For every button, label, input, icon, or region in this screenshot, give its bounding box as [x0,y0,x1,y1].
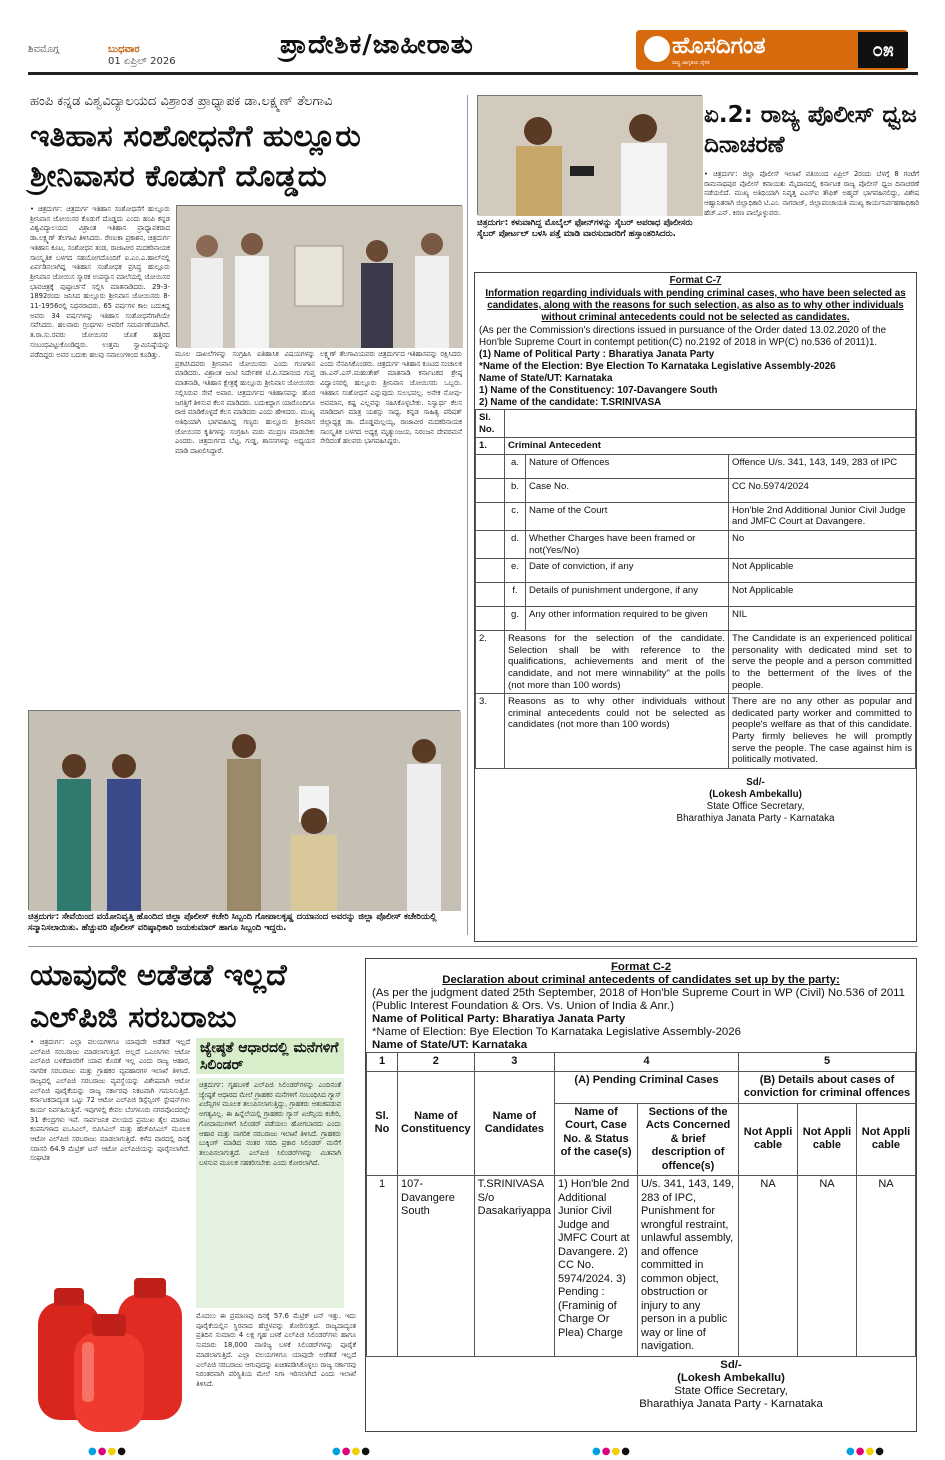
format-c2-notice [365,958,917,1432]
photo-placeholder-icon [177,206,463,348]
c7-sig-line1: Sd/- [746,776,765,788]
c7-row3-label: Reasons as to why other individuals without criminal antecedents could not be selected as candidates (not more than 100 words) [505,694,729,769]
c2-colnum: 2 [398,1053,475,1072]
c2-subtitle: Declaration about criminal antecedents of candidates set up by the party: [442,974,840,986]
c2-sig-line1: Sd/- [720,1358,742,1371]
photo-placeholder-icon [29,711,461,911]
c2-colnum: 5 [739,1053,916,1072]
c7-item-label: Any other information required to be given [526,607,729,631]
c7-item-key: d. [505,530,526,558]
c2-cell-sections: U/s. 341, 143, 149, 283 of IPC, Punishment for wrongful restraint, unlawful assembly, and offence committed in common object, obstruction or injury to any person in a public way or line of navigation. [638,1176,739,1357]
c2-signature [546,1359,916,1411]
brand-name: ಹೊಸದಿಗಂತ [672,33,766,59]
c7-item-label: Date of conviction, if any [526,559,729,583]
c7-item-key: c. [505,502,526,530]
c7-item-value: Offence U/s. 341, 143, 149, 283 of IPC [729,454,916,478]
c2-header-constituency: Name of Constituency [398,1071,475,1176]
table-row [367,1176,916,1357]
registration-dots-icon: ●●●● [592,1446,631,1457]
gas-cylinder-illustration [30,1272,190,1432]
c2-election: *Name of Election: Bye Election To Karnataka Legislative Assembly-2026 [372,1026,741,1038]
c2-header-court: Name of Court, Case No. & Status of the case(s) [555,1103,638,1176]
c2-header-sections: Sections of the Acts Concerned & brief description of offence(s) [638,1103,739,1176]
header-rule [28,72,918,75]
c7-item-blank [476,559,505,583]
c2-colnum: 1 [367,1053,398,1072]
c2-header-na2: Not Appli cable [798,1103,857,1176]
article-photo [176,205,462,347]
c7-item-label: Case No. [526,478,729,502]
article-kicker: ಹಂಪಿ ಕನ್ನಡ ವಿಶ್ವವಿದ್ಯಾಲಯದ ವಿಶ್ರಾಂತ ಪ್ರಾಧ್ಯಾಪಕ ಡಾ.ಲಕ್ಷ್ಮಣ್ ತೆಲಗಾವಿ [30,94,333,109]
edition-date [108,44,176,68]
c2-table [366,1052,916,1357]
c7-item-key: g. [505,607,526,631]
c7-sig-line4: Bharathiya Janata Party - Karnataka [676,812,835,824]
article-column-2: ಮೂಲ ದಾಖಲೆಗಳನ್ನು ಸಂಗ್ರಹಿಸಿ ಐತಿಹಾಸಿಕ ವಿಷಯಗಳನ್ನು ಪ್ರಕಟಿಸಿದವರು ಶ್ರೀನಿವಾಸ ಜೋಯಿಸರು ಎಂದು ಗುಣಗಾನ ಮಾಡಿದರು. ವಿಶ್ರಾಂತ ಜಂಟಿ ನಿರ್ದೇಶಕ ಟಿ.ಪಿ.ಸದಾನಂದ ಗುಪ್ತ ಮಾತನಾಡಿ, ಇತಿಹಾಸ ಕ್ಷೇತ್ರಕ್ಕೆ ಹುಲ್ಲೂರು ಶ್ರೀನಿವಾಸ ಜೋಯಿಸರು ಸಲ್ಲಿಸಿರುವ ಸೇವೆ ಅಪಾರ. ಚಿತ್ರದುರ್ಗದ ಇತಿಹಾಸವನ್ನು ಹೊರ ಜಗತ್ತಿಗೆ ತಿಳಿಸುವ ಕೆಲಸ ಮಾಡಿದರು. ಬದುಕಿದ್ದಾಗ ಯಾರೊಂದಿಗೂ ರಾಜಿ ಮಾಡಿಕೊಳ್ಳದೆ ಕೆಲಸ ಮಾಡಿದರು ಎಂದು ಹೇಳಿದರು. ಮುಖ್ಯ ಅತಿಥಿಯಾಗಿ ಭಾಗವಹಿಸಿದ್ದ ಗಣ್ಯರು ಹುಲ್ಲೂರು ಶ್ರೀನಿವಾಸ ಜೋಯಿಸರ ಕೃತಿಗಳನ್ನು ಸಂಗ್ರಹಿಸಿ ಮರು ಮುದ್ರಣ ಮಾಡಬೇಕು ಎಂದರು. ಚಿತ್ರದುರ್ಗದ ಬೆಟ್ಟ, ಗುಡ್ಡ, ಶಾಸನಗಳನ್ನು ಅಧ್ಯಯನ ಮಾಡಿ ದಾಖಲಿಸಿದ್ದಾರೆ. [175,350,315,456]
c2-sig-line2: (Lokesh Ambekallu) [677,1371,785,1384]
c7-election: *Name of the Election: Bye Election To Karnataka Legislative Assembly-2026 [479,361,836,372]
c2-cell-court: 1) Hon'ble 2nd Additional Junior Civil Judge and JMFC Court at Davangere. 2) CC No. 5974/2024. 3) Pending : (Framinig of Charge Or Plea) Charge [555,1176,638,1357]
article-column-3: ಲಕ್ಷ್ಮಣ್ ತೆಲಗಾವಿಯವರು ಚಿತ್ರದುರ್ಗದ ಇತಿಹಾಸವನ್ನು ರಕ್ಷಿಸಿದರು ಎಂದು ನೆನಪಿಸಿಕೊಂಡರು. ಚಿತ್ರದುರ್ಗ ಇತಿಹಾಸ ಕೂಟದ ಸಂಚಾಲಕ ಡಾ.ಎನ್.ಎಸ್.ಮಹಂತೇಶ್ ಮಾತನಾಡಿ ಕರ್ನಾಟಕದ ಶ್ರೇಷ್ಠ ವಿದ್ವಾಂಸರಲ್ಲಿ ಹುಲ್ಲೂರು ಶ್ರೀನಿವಾಸ ಜೋಯಿಸರು ಒಬ್ಬರು. ಇತಿಹಾಸ ಸಂಶೋಧನೆ ಎನ್ನುವುದು ಸುಲಭವಲ್ಲ. ಅನೇಕ ನೋವು-ಅವಮಾನ, ಕಷ್ಟ ಎಲ್ಲವನ್ನು ಸಹಿಸಿಕೊಳ್ಳಬೇಕು. ನಿಸ್ವಾರ್ಥ ಕೆಲಸ ಮಾಡಿದಾಗ ಮಾತ್ರ ಯಶಸ್ಸು ಸಾಧ್ಯ. ಕನ್ನಡ ಸಾಹಿತ್ಯ ಪರಿಷತ್ ಜಿಲ್ಲಾಧ್ಯಕ್ಷ ಡಾ. ದೊಡ್ಡಮಲ್ಲಯ್ಯ, ರಾಜಾವೀರ ಮದಕರಿನಾಯಕ ಸಾಂಸ್ಕೃತಿಕ ಬಳಗದ ಅಧ್ಯಕ್ಷ ಮೃತ್ಯುಂಜಯ, ನಿರಂಜನ ದೇವರಮನೆ ಸೇರಿದಂತೆ ಹಲವರು ಭಾಗವಹಿಸಿದ್ದರು. [320,350,462,446]
edition-city: ಶಿವಮೊಗ್ಗ [28,44,60,55]
registration-dots-icon: ●●●● [332,1446,371,1457]
table-row [367,1053,916,1072]
c7-item-key: b. [505,478,526,502]
c7-item-value: NIL [729,607,916,631]
c7-party: (1) Name of Political Party : Bharatiya Janata Party [479,349,715,360]
c7-title: Format C-7 [669,275,722,286]
c2-group-a: (A) Pending Criminal Cases [555,1071,739,1103]
format-c7-notice [474,272,917,942]
c7-item-blank [476,583,505,607]
table-row [476,502,916,530]
c7-sl-header: Sl. No. [476,410,505,438]
column-divider [467,95,468,935]
c7-item-key: f. [505,583,526,607]
edition-date-text: 01 ಏಪ್ರಿಲ್ 2026 [108,56,176,67]
c7-state: Name of State/UT: Karnataka [479,373,613,384]
c2-sig-line4: Bharathiya Janata Party - Karnataka [639,1397,823,1410]
c7-table [475,409,916,769]
c2-intro: (As per the judgment dated 25th September, 2018 of Hon'ble Supreme Court in WP (Civil) No.536 of 2011 (Public Interest Foundation & Ors. Vs. Union of India & Anr.) [372,987,905,1012]
c2-sig-line3: State Office Secretary, [674,1384,788,1397]
c7-item-blank [476,607,505,631]
c7-item-label: Whether Charges have been framed or not(Yes/No) [526,530,729,558]
lpg-body-continued: ಮೊದಲು ಈ ಪ್ರಮಾಣವು ದಿನಕ್ಕೆ 57.6 ಮೆಟ್ರಿಕ್ ಟನ್ ಇತ್ತು. ಇದು ಪೂರೈಕೆಯಲ್ಲಿನ ಸ್ಥಿರವಾದ ಹೆಚ್ಚಳವನ್ನು ತೋರಿಸುತ್ತದೆ. ರಾಜ್ಯದಾದ್ಯಂತ ಪ್ರತಿದಿನ ಸುಮಾರು 4 ಲಕ್ಷ ಗೃಹ ಬಳಕೆ ಎಲ್‌ಪಿಜಿ ಸಿಲಿಂಡರ್‌ಗಳು ಹಾಗೂ ಸುಮಾರು 18,000 ವಾಣಿಜ್ಯ ಬಳಕೆ ಸಿಲಿಂಡರ್‌ಗಳನ್ನು ಪೂರೈಕೆ ಮಾಡಲಾಗುತ್ತಿದೆ. ಎಲ್ಲಾ ವಲಯಗಳಿಗೂ ಯಾವುದೇ ಅಡೆತಡೆ ಇಲ್ಲದೆ ಎಲ್‌ಪಿಜಿ ಸರಬರಾಜು ಆಗುವುದನ್ನು ಖಚಿತಪಡಿಸಿಕೊಳ್ಳಲು ರಾಜ್ಯ ಸರ್ಕಾರವು ನಿರಂತರವಾಗಿ ಪರಿಸ್ಥಿತಿಯ ಮೇಲೆ ನಿಗಾ ಇರಿಸಲಾಗಿದೆ ಎಂದು ಇಲಾಖೆ ತಿಳಿಸಿದೆ. [196,1312,356,1388]
c7-item-label: Name of the Court [526,502,729,530]
c7-item-blank [476,530,505,558]
c2-group-b: (B) Details about cases of conviction for criminal offences [739,1071,916,1103]
c7-item-value: Not Applicable [729,559,916,583]
c7-candidate: 2) Name of the candidate: T.SRINIVASA [479,397,662,408]
registration-dots-icon: ●●●● [88,1446,127,1457]
lpg-sidebox-body: ಚಿತ್ರದುರ್ಗ: ಗೃಹಬಳಕೆ ಎಲ್‌ಪಿಜಿ ಸಿಲಿಂಡರ್‌ಗಳನ್ನು ಎಂದಿನಂತೆ ಜ್ಯೇಷ್ಠತೆ ಆಧಾರದ ಮೇಲೆ ಗ್ರಾಹಕರ ಮನೆಗಳಿಗೆ ಸಂಬಂಧಿಸಿದ ಗ್ಯಾಸ್ ಏಜೆನ್ಸಿಗಳ ಮೂಲಕ ತಲುಪಿಸಲಾಗುತ್ತಿದ್ದು, ಗ್ರಾಹಕರು ಆತಂಕಪಡುವ ಅಗತ್ಯವಿಲ್ಲ. ಈ ಹಿನ್ನೆಲೆಯಲ್ಲಿ ಗ್ರಾಹಕರು ಗ್ಯಾಸ್ ಏಜೆನ್ಸಿಯ ಕಚೇರಿ, ಗೋದಾಮುಗಳಿಗೆ ಸಿಲಿಂಡರ್ ಪಡೆಯಲು ಹೋಗಬಾರದು ಎಂದು ಆಹಾರ ಮತ್ತು ನಾಗರಿಕ ಸರಬರಾಜು ಇಲಾಖೆ ತಿಳಿಸಿದೆ. ಗ್ರಾಹಕರು ಬುಕ್ಕಿಂಗ್ ಮಾಡಿದ ನಂತರ ಸರದಿ ಪ್ರಕಾರ ಸಿಲಿಂಡರ್ ಮನೆಗೆ ತಲುಪಿಸಲಾಗುತ್ತದೆ. ಎಲ್‌ಪಿಜಿ ಸಿಲಿಂಡರ್‌ಗಳನ್ನು ಮಿತವಾಗಿ ಬಳಸುವ ಮೂಲಕ ಸಹಕರಿಸಬೇಕು ಎಂದು ಕೋರಲಾಗಿದೆ. [196,1078,344,1308]
photo-caption-retirement: ಚಿತ್ರದುರ್ಗ: ಸೇವೆಯಿಂದ ವಯೋನಿವೃತ್ತಿ ಹೊಂದಿದ ಜಿಲ್ಲಾ ಪೊಲೀಸ್ ಕಚೇರಿ ಸಿಬ್ಬಂದಿ ಗೋಪಾಲಕೃಷ್ಣ ದಯಾನಂದ ಅವರನ್ನು ಜಿಲ್ಲಾ ಪೊಲೀಸ್ ಕಚೇರಿಯಲ್ಲಿ ಸನ್ಮಾನಿಸಲಾಯಿತು. ಹೆಚ್ಚುವರಿ ಪೊಲೀಸ್ ವರಿಷ್ಠಾಧಿಕಾರಿ ಜಯಕುಮಾರ್ ಹಾಗೂ ಸಿಬ್ಬಂದಿ ಇದ್ದರು. [28,912,437,933]
lpg-body: • ಚಿತ್ರದುರ್ಗ: ಎಲ್ಲಾ ವಲಯಗಳಿಗೂ ಯಾವುದೇ ಅಡೆತಡೆ ಇಲ್ಲದೆ ಎಲ್‌ಪಿಜಿ ಸರಬರಾಜು ಮಾಡಲಾಗುತ್ತಿದೆ. ಅಲ್ಲದೆ ಒಎಂಸಿಗಳು ಆಟೋ ಎಲ್‌ಪಿಜಿ ಬಳಕೆದಾರರಿಗೆ ಯಾವ ಕೊರತೆ ಇಲ್ಲ ಎಂದು ರಾಜ್ಯ ಆಹಾರ, ನಾಗರಿಕ ಸರಬರಾಜು ಮತ್ತು ಗ್ರಾಹಕರ ವ್ಯವಹಾರಗಳ ಇಲಾಖೆ ತಿಳಿಸಿದೆ. ರಾಜ್ಯದಲ್ಲಿ ಎಲ್‌ಪಿಜಿ ಸರಬರಾಜು ವ್ಯವಸ್ಥೆಯನ್ನು ವಿಶೇಷವಾಗಿ ಆಟೋ ಎಲ್‌ಪಿಜಿ ಪೂರೈಕೆಯನ್ನು ರಾಜ್ಯ ಸರ್ಕಾರವು ನಿಕಟವಾಗಿ ಗಮನಿಸುತ್ತಿದೆ. ಕರ್ನಾಟಕದಾದ್ಯಂತ ಒಟ್ಟು 72 ಆಟೋ ಎಲ್‌ಪಿಜಿ ಡಿಸ್ಪೆನ್ಸಿಂಗ್ ಸ್ಟೇಷನ್‌ಗಳು ಕಾರ್ಯ ನಿರ್ವಹಿಸುತ್ತಿವೆ. ಇವುಗಳಲ್ಲಿ ಕೇವಲ ಬೆಂಗಳೂರು ನಗರವೊಂದರಲ್ಲೇ 31 ಕೇಂದ್ರಗಳು ಇವೆ. ಸಾರ್ವಜನಿಕ ವಲಯದ ಪ್ರಮುಖ ತೈಲ ಮಾರಾಟ ಕಂಪನಿಗಳಾದ ಐಒಸಿಎಲ್, ಬಿಪಿಸಿಎಲ್ ಮತ್ತು ಹೆಚ್‌ಪಿಸಿಎಲ್ ಮೂಲಕ ಆಟೋ ಎಲ್‌ಪಿಜಿ ಸರಬರಾಜು ಮಾಡಲಾಗುತ್ತಿದೆ. ಕಳೆದ ವಾರದಲ್ಲಿ ದಿನಕ್ಕೆ ಸರಾಸರಿ 64.9 ಮೆಟ್ರಿಕ್ ಟನ್ ಆಟೋ ಎಲ್‌ಪಿಜಿಯನ್ನು ಪೂರೈಸಲಾಗಿದೆ. ಸಂಘಟಿತ [30,1038,190,1163]
c7-item-label: Nature of Offences [526,454,729,478]
section-divider [28,946,918,947]
article-column-1: • ಚಿತ್ರದುರ್ಗ: ಚಿತ್ರದುರ್ಗ ಇತಿಹಾಸ ಸಂಶೋಧನೆಗೆ ಹುಲ್ಲೂರು ಶ್ರೀನಿವಾಸ ಜೋಯಿಸರ ಕೊಡುಗೆ ದೊಡ್ಡದು ಎಂದು ಹಂಪಿ ಕನ್ನಡ ವಿಶ್ವವಿದ್ಯಾಲಯದ ವಿಶ್ರಾಂತ ಇತಿಹಾಸ ಪ್ರಾಧ್ಯಾಪಕರಾದ ಡಾ.ಲಕ್ಷ್ಮಣ್ ತೆಲಗಾವಿ ತಿಳಿಸಿದರು. ರೇಣುಕಾ ಪ್ರಕಾಶನ, ಚಿತ್ರದುರ್ಗ ಇತಿಹಾಸ ಕೂಟ, ಸಂಶೋಧನ ತಂಡ, ರಾಜಾವೀರ ಮದಕರಿನಾಯಕ ಸಾಂಸ್ಕೃತಿಕ ಬಳಗದ ಸಹಯೋಗದೊಂದಿಗೆ ಐ.ಎಂ.ಎ.ಹಾಲ್‌ನಲ್ಲಿ ಏರ್ಪಡಿಸಲಾಗಿದ್ದ ಇತಿಹಾಸ ಸಂಶೋಧಕ ಪ್ರಸಿದ್ಧ ಹುಲ್ಲೂರು ಶ್ರೀನಿವಾಸ ಜೋಯಿಸ ಸ್ಮಾರಕ ಉಪನ್ಯಾಸ ಮಾಲೆಯಲ್ಲಿ ಜೋಯಿಸರ ಭಾವಚಿತ್ರಕ್ಕೆ ಪುಷ್ಪಾರ್ಚನೆ ಸಲ್ಲಿಸಿ ಮಾತನಾಡಿದರು. 29-3-1892ರಂದು ಜನಿಸಿದ ಹುಲ್ಲೂರು ಶ್ರೀನಿವಾಸ ಜೋಯಿಸರು 8-11-1956ರಲ್ಲಿ ನಿಧನರಾದರು. 65 ವರ್ಷಗಳ ಕಾಲ ಬದುಕಿದ್ದ ಅವರು 34 ವರ್ಷಗಳನ್ನು ಇತಿಹಾಸ ಸಂಶೋಧನೆಗಾಗಿಯೇ ಸವೆಸಿದರು. ಹಲವಾರು ಗ್ರಂಥಗಳು ಅವರಿಗೆ ಸಮರ್ಪಣೆಯಾಗಿವೆ. ತ.ರಾ.ಸು.ರವರು ಜೋಯಿಸರ ಜೊತೆ ಹತ್ತಿರದ ಸಂಬಂಧವಿಟ್ಟುಕೊಂಡಿದ್ದರು. ಉತ್ತಮ ಸ್ವಾಮಿನಿಷ್ಠೆಯನ್ನು ಪಡೆದಿದ್ದರು ಅವರ ಬದುಕು ಹಲವು ಸವಾಲುಗಳಿಂದ ಕೂಡಿತ್ತು. [30,205,170,359]
table-row [476,438,916,455]
c7-constituency: 1) Name of the Constituency: 107-Davangere South [479,385,718,396]
c7-item-blank [476,478,505,502]
c2-header-na1: Not Appli cable [739,1103,798,1176]
table-row [476,607,916,631]
c2-colnum: 4 [555,1053,739,1072]
c7-row2-value: The Candidate is an experienced political personality with dedicated mind set to serve the people and a person committed to the betterment of the lives of the people. [729,631,916,694]
c7-item-key: e. [505,559,526,583]
photo-caption-phones: ಚಿತ್ರದುರ್ಗ: ಕಳುವಾಗಿದ್ದ ಮೊಬೈಲ್ ಫೋನ್‌ಗಳನ್ನು ಸೈಬರ್ ಅಪರಾಧ ಪೊಲೀಸರು ಸೈಬರ್ ಪೋರ್ಟಲ್ ಬಳಸಿ ಪತ್ತೆ ಮಾಡಿ ವಾರಸುದಾರರಿಗೆ ಹಸ್ತಾಂತರಿಸಿದರು. [477,218,693,239]
table-row [367,1071,916,1103]
brand-logo-icon [644,36,670,62]
c7-intro: (As per the Commission's directions issued in pursuance of the Order dated 13.02.2020 of the Hon'ble Supreme Court in contempt petition(C) no.2192 of 2018 in WP(C) no.536 of 2011)1. [479,325,887,348]
c2-cell-constituency: 107-Davangere South [398,1176,475,1357]
table-row [476,631,916,694]
c2-party: Name of Political Party: Bharatiya Janata Party [372,1013,626,1025]
c7-row3-no: 3. [476,694,505,769]
lpg-sidebox-title: ಜ್ಯೇಷ್ಠತೆ ಆಧಾರದಲ್ಲಿ ಮನೆಗಳಿಗೆ ಸಿಲಿಂಡರ್ [196,1038,344,1074]
c2-title: Format C-2 [610,961,672,973]
article-headline: ಇತಿಹಾಸ ಸಂಶೋಧನೆಗೆ ಹುಲ್ಲೂರು ಶ್ರೀನಿವಾಸರ ಕೊಡುಗೆ ದೊಡ್ಡದು [30,119,361,194]
c7-row2-no: 2. [476,631,505,694]
c2-header-slno: Sl. No [367,1071,398,1176]
registration-dots-icon: ●●●● [846,1446,885,1457]
c7-row3-value: There are no any other as popular and dedicated party worker and committed to people's welfare as that of this candidate. Party firmly believes he will promptly serve the people. The case against him is politically motivated. [729,694,916,769]
c7-row1-no: 1. [476,438,505,455]
retirement-photo [28,710,460,910]
gas-cylinder-icon [30,1272,190,1432]
photo-placeholder-icon [478,96,703,216]
c2-colnum: 3 [474,1053,554,1072]
c7-item-key: a. [505,454,526,478]
c2-cell-candidate: T.SRINIVASA S/o Dasakariyappa [474,1176,554,1357]
c7-item-label: Details of punishment undergone, if any [526,583,729,607]
lpg-headline: ಯಾವುದೇ ಅಡೆತಡೆ ಇಲ್ಲದೆ ಎಲ್‌ಪಿಜಿ ಸರಬರಾಜು [30,958,287,1035]
c7-signature [595,777,916,825]
section-title: ಪ್ರಾದೇಶಿಕ/ಜಾಹೀರಾತು [280,30,474,60]
c7-item-value: CC No.5974/2024 [729,478,916,502]
c7-item-blank [476,502,505,530]
c7-sig-line2: (Lokesh Ambekallu) [709,788,802,800]
c7-item-blank [476,454,505,478]
c2-cell-na2: NA [798,1176,857,1357]
table-row [476,559,916,583]
c2-header-candidates: Name of Candidates [474,1071,554,1176]
table-row [476,694,916,769]
table-row [476,454,916,478]
c7-item-value: Not Applicable [729,583,916,607]
c7-subtitle: Information regarding individuals with pending criminal cases, who have been selected as candidates, along with the reasons for such selection, as also as to why other individuals without criminal antecedents could not be selected as candidates. [485,288,906,323]
c2-cell-na3: NA [856,1176,915,1357]
edition-day: ಬುಧವಾರ [108,44,140,55]
flag-day-headline: ಏ.2: ರಾಜ್ಯ ಪೊಲೀಸ್ ಧ್ವಜ ದಿನಾಚರಣೆ [704,102,917,158]
c7-sig-line3: State Office Secretary, [706,800,805,812]
page-number: ೦೫ [858,32,908,68]
table-row [476,583,916,607]
c7-header-blank [505,410,916,438]
c2-cell-na1: NA [739,1176,798,1357]
c2-state: Name of State/UT: Karnataka [372,1039,528,1051]
flag-day-body: • ಚಿತ್ರದುರ್ಗ: ಜಿಲ್ಲಾ ಪೊಲೀಸ್ ಇಲಾಖೆ ವತಿಯಿಂದ ಏಪ್ರಿಲ್ 2ರಂದು ಬೆಳಗ್ಗೆ 8 ಗಂಟೆಗೆ ರಾಮನಾಥಪುರ ಪೊಲೀಸ್ ಕವಾಯತು ಮೈದಾನದಲ್ಲಿ ಕರ್ನಾಟಕ ರಾಜ್ಯ ಪೊಲೀಸ್ ಧ್ವಜ ದಿನಾಚರಣೆ ನಡೆಯಲಿದೆ. ಮುಖ್ಯ ಅತಿಥಿಯಾಗಿ ನಿವೃತ್ತ ಎಎಸ್‌ಐ ತೌಫಿಕ್ ಅಹ್ಮದ್ ಭಾಗವಹಿಸಲಿದ್ದು, ವಿಶೇಷ ಆಹ್ವಾನಿತರಾಗಿ ಜಿಲ್ಲಾಧಿಕಾರಿ ಟಿ.ಎಂ. ನಾಗರಾಜ್, ಜಿಲ್ಲಾಪಂಚಾಯತಿ ಮುಖ್ಯ ಕಾರ್ಯನಿರ್ವಹಣಾಧಿಕಾರಿ ಹೆಚ್.ಎನ್. ಕಿರಣ ಪಾಲ್ಗೊಳ್ಳುವರು. [704,170,919,217]
c7-row2-label: Reasons for the selection of the candidate. Selection shall be with reference to the qualifications, achievements and merit of the candidate, and not mere winnability" at the polls (not more than 100 words) [505,631,729,694]
c2-header-na3: Not Appli cable [856,1103,915,1176]
c7-item-value: Hon'ble 2nd Additional Junior Civil Judge and JMFC Court at Davangere. [729,502,916,530]
c2-cell-slno: 1 [367,1176,398,1357]
phone-handover-photo [477,95,702,215]
table-row [476,410,916,438]
c7-item-value: No [729,530,916,558]
c7-row1-label: Criminal Antecedent [505,438,916,455]
table-row [476,530,916,558]
table-row [476,478,916,502]
brand-tagline: ರಾಷ್ಟ್ರ ಜಾಗೃತಿಯ ದೈನಿಕ [672,60,710,66]
